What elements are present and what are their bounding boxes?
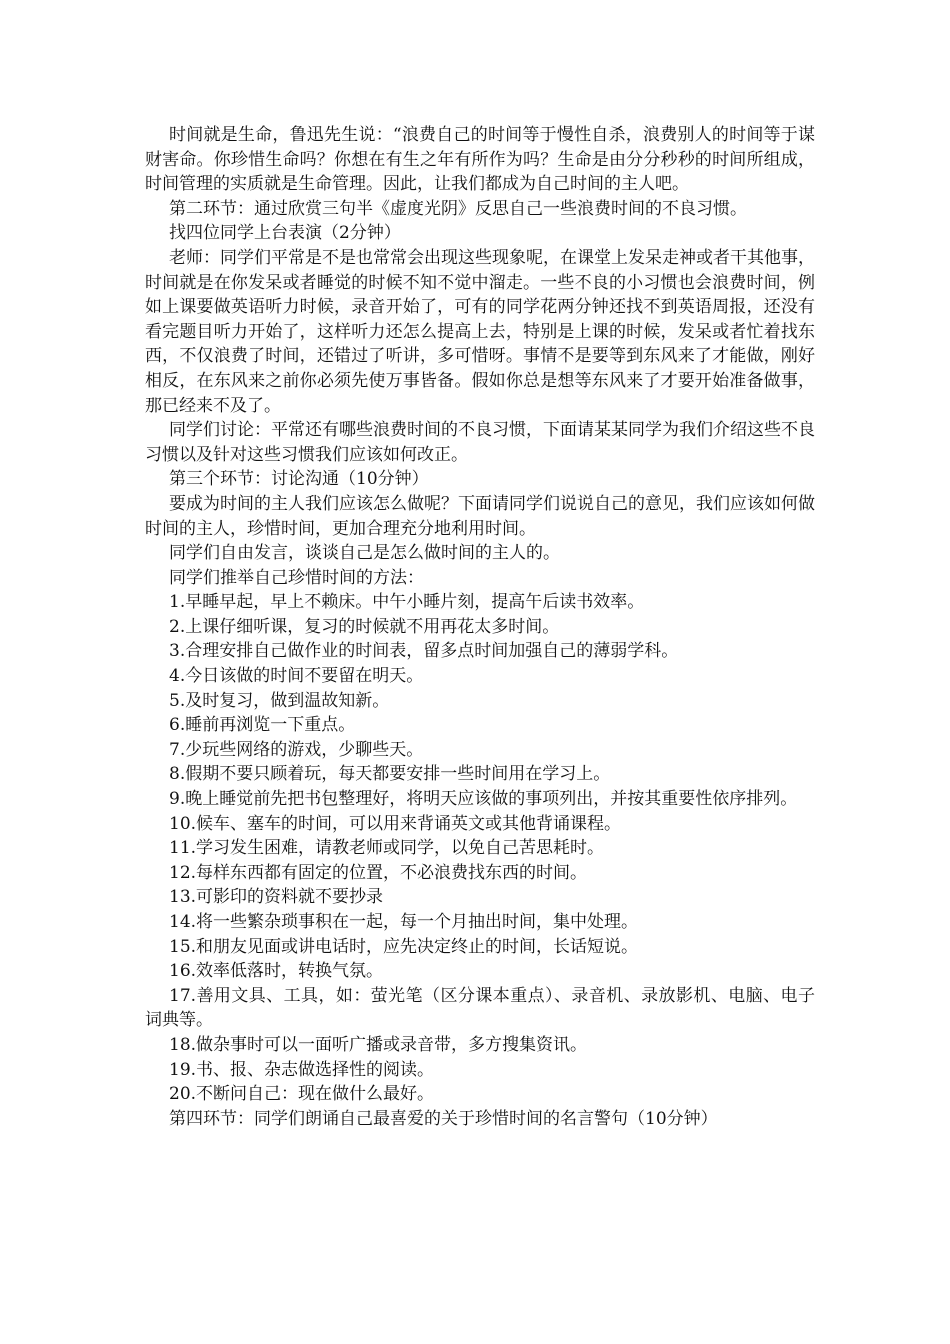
list-item: 12.每样东西都有固定的位置，不必浪费找东西的时间。 <box>169 862 588 883</box>
paragraph: 同学们推举自己珍惜时间的方法： <box>169 567 424 588</box>
paragraph: 同学们自由发言，谈谈自己是怎么做时间的主人的。 <box>169 543 560 564</box>
list-item: 9.晚上睡觉前先把书包整理好，将明天应该做的事项列出，并按其重要性依序排列。 <box>169 789 798 810</box>
list-item: 1.早睡早起，早上不赖床。中午小睡片刻，提高午后读书效率。 <box>169 592 645 613</box>
list-item: 16.效率低落时，转换气氛。 <box>169 961 384 982</box>
list-item: 13.可影印的资料就不要抄录 <box>169 887 384 908</box>
list-item: 19.书、报、杂志做选择性的阅读。 <box>169 1059 435 1080</box>
list-item: 2.上课仔细听课，复习的时候就不用再花太多时间。 <box>169 616 560 637</box>
paragraph-discussion: 同学们讨论：平常还有哪些浪费时间的不良习惯，下面请某某同学为我们介绍这些不良习惯以及针对这些习惯我们应该如何改正。 <box>145 420 815 465</box>
list-item: 18.做杂事时可以一面听广播或录音带，多方搜集资讯。 <box>169 1034 588 1055</box>
paragraph-intro: 时间就是生命，鲁迅先生说：“浪费自己的时间等于慢性自杀，浪费别人的时间等于谋财害命。你珍惜生命吗？你想在有生之年有所作为吗？生命是由分分秒秒的时间所组成，时间管理的实质就是生命管理。因此，让我们都成为自己时间的主人吧。 <box>145 125 815 195</box>
list-item: 3.合理安排自己做作业的时间表，留多点时间加强自己的薄弱学科。 <box>169 641 679 662</box>
list-item: 17.善用文具、工具，如：萤光笔（区分课本重点）、录音机、录放影机、电脑、电子词典等。 <box>145 985 815 1031</box>
list-item: 10.候车、塞车的时间，可以用来背诵英文或其他背诵课程。 <box>169 813 622 834</box>
document-body <box>145 123 815 1131</box>
list-item: 6.睡前再浏览一下重点。 <box>169 715 356 736</box>
paragraph: 要成为时间的主人我们应该怎么做呢？下面请同学们说说自己的意见，我们应该如何做时间的主人，珍惜时间，更加合理充分地利用时间。 <box>145 493 815 539</box>
paragraph-teacher: 老师：同学们平常是不是也常常会出现这些现象呢，在课堂上发呆走神或者干其他事，时间就是在你发呆或者睡觉的时候不知不觉中溜走。一些不良的小习惯也会浪费时间，例如上课要做英语听力时候，录音开始了，可有的同学花两分钟还找不到英语周报，还没有看完题目听力开始了，这样听力还怎么提高上去，特别是上课的时候，发呆或者忙着找东西，不仅浪费了时间，还错过了听讲，多可惜呀。事情不是要等到东风来了才能做，刚好相反，在东风来之前你必须先使万事皆备。假如你总是想等东风来了才要开始准备做事，那已经来不及了。 <box>145 247 815 416</box>
list-item: 11.学习发生困难，请教老师或同学，以免自己苦思耗时。 <box>169 838 605 859</box>
list-item: 7.少玩些网络的游戏，少聊些天。 <box>169 739 424 760</box>
list-item: 4.今日该做的时间不要留在明天。 <box>169 666 424 687</box>
list-item: 20.不断问自己：现在做什么最好。 <box>169 1084 435 1105</box>
paragraph: 找四位同学上台表演（2分钟） <box>169 223 401 244</box>
list-item: 14.将一些繁杂琐事积在一起，每一个月抽出时间，集中处理。 <box>169 912 639 932</box>
section-heading-2: 第二环节：通过欣赏三句半《虚度光阴》反思自己一些浪费时间的不良习惯。 <box>169 198 747 219</box>
section-heading-3: 第三个环节：讨论沟通（10分钟） <box>169 469 429 490</box>
list-item: 15.和朋友见面或讲电话时，应先决定终止的时间，长话短说。 <box>169 936 639 957</box>
list-item: 8.假期不要只顾着玩，每天都要安排一些时间用在学习上。 <box>169 764 611 785</box>
section-heading-4: 第四环节：同学们朗诵自己最喜爱的关于珍惜时间的名言警句（10分钟） <box>169 1108 718 1129</box>
list-item: 5.及时复习，做到温故知新。 <box>169 690 390 711</box>
